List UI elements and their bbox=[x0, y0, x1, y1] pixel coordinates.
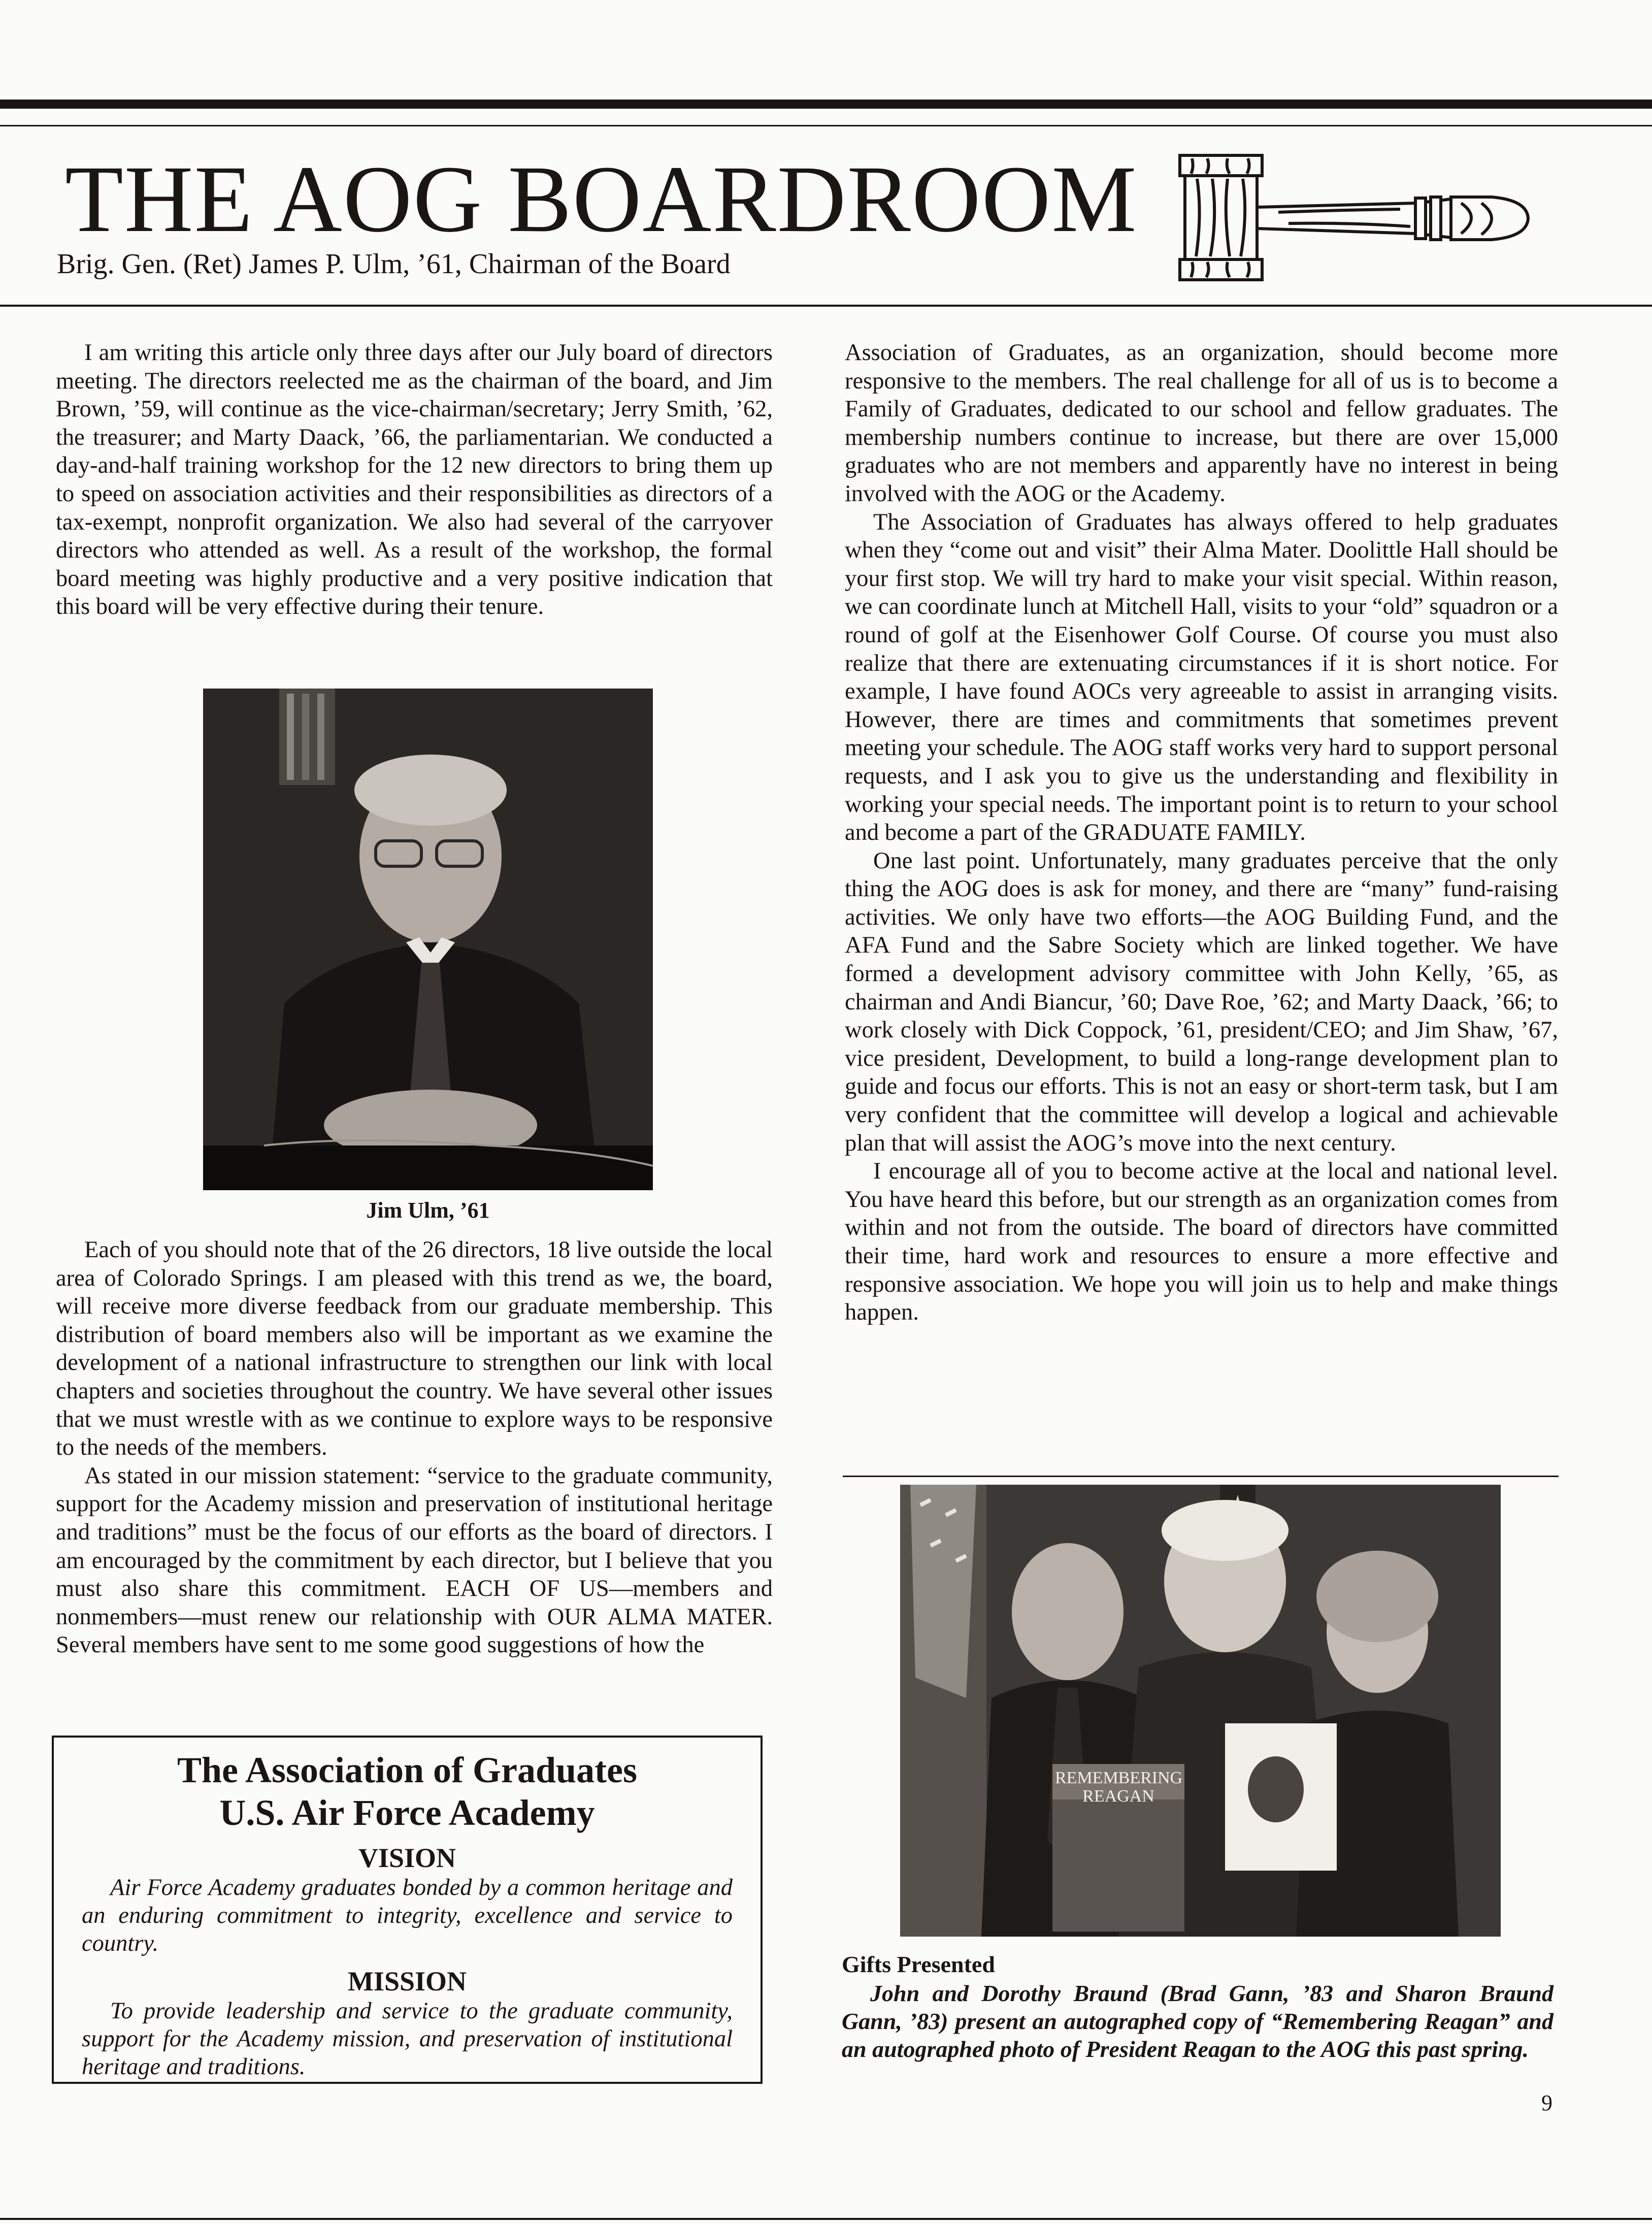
paragraph: Association of Graduates, as an organization, should become more responsive to the members. The real challenge for all of us is to become a Family of Graduates, dedicated to our school and fellow graduates. The membership numbers continue to increase, but there are over 15,000 graduates who are not members and apparently have no interest in being involved with the AOG or the Academy. bbox=[845, 340, 1558, 507]
paragraph: As stated in our mission statement: “service to the graduate community, support for the Academy mission and preservation of institutional heritage and traditions” must be the focus of our efforts as the board of directors. I am encouraged by the commitment by each director, but I believe that you must also share this commitment. EACH OF US—members and nonmembers—must renew our relationship with OUR ALMA MATER. Several members have sent to me some good suggestions of how the bbox=[56, 1462, 773, 1658]
vision-heading: VISION bbox=[358, 1843, 456, 1873]
right-column-divider bbox=[843, 1476, 1559, 1477]
mission-heading: MISSION bbox=[347, 1966, 467, 1997]
portrait-photo bbox=[203, 689, 653, 1190]
page-title: THE AOG BOARDROOM bbox=[65, 146, 1138, 252]
gavel-icon bbox=[1177, 152, 1532, 284]
book-cover-text: REMEMBERING REAGAN bbox=[1055, 1769, 1183, 1806]
page-number: 9 bbox=[1541, 2090, 1552, 2115]
paragraph: One last point. Unfortunately, many graduates perceive that the only thing the AOG does is ask for money, and there are “many” fund-raising activities. We only have two efforts—the AOG Building Fund, and the AFA Fund and the Sabre Society which are linked together. We have formed a development advisory committee with John Kelly, ’65, as chairman and Andi Biancur, ’60; Dave Roe, ’62; and Marty Daack, ’66; to work closely with Dick Coppock, ’61, president/CEO; and Jim Shaw, ’67, vice president, Development, to build a long-range development plan to guide and focus our efforts. This is not an easy or short-term task, but I am very confident that the committee will develop a logical and achievable plan that will assist the AOG’s move into the next century. bbox=[845, 847, 1558, 1156]
paragraph: I encourage all of you to become active at the local and national level. You have heard this before, but our strength as an organization comes from within and not from the outside. The board of directors have committed their time, hard work and resources to ensure a more effective and responsive association. We hope you will join us to help and make things happen. bbox=[845, 1158, 1558, 1326]
header-bottom-rule bbox=[0, 305, 1652, 307]
gifts-caption-text: John and Dorothy Braund (Brad Gann, ’83 and Sharon Braund Gann, ’83) present an autographed copy of “Remembering Reagan” and an autographed photo of President Reagan to the AOG this past spring. bbox=[842, 1980, 1554, 2062]
box-title-line1: The Association of Graduates bbox=[177, 1750, 638, 1790]
bottom-rule bbox=[0, 2218, 1652, 2220]
gifts-caption-title: Gifts Presented bbox=[842, 1951, 995, 1977]
mission-text: To provide leadership and service to the graduate community, support for the Academy mission, and preservation of institutional heritage and traditions. bbox=[82, 1998, 733, 2080]
portrait-caption: Jim Ulm, ’61 bbox=[366, 1198, 490, 1223]
left-column-continued bbox=[56, 1236, 773, 1659]
right-column bbox=[845, 339, 1558, 1327]
paragraph: I am writing this article only three days after our July board of directors meeting. The directors reelected me as the chairman of the board, and Jim Brown, ’59, will continue as the vice-chairman/secretary; Jerry Smith, ’62, the treasurer; and Marty Daack, ’66, the parliamentarian. We conducted a day-and-half training workshop for the 12 new directors to bring them up to speed on association activities and their responsibilities as directors of a tax-exempt, nonprofit organization. We also had several of the carryover directors who attended as well. As a result of the workshop, the formal board meeting was highly productive and a very positive indication that this board will be very effective during their tenure. bbox=[56, 340, 773, 620]
gifts-photo bbox=[900, 1485, 1501, 1937]
box-title-line2: U.S. Air Force Academy bbox=[219, 1792, 595, 1833]
left-column-intro bbox=[56, 339, 773, 621]
byline: Brig. Gen. (Ret) James P. Ulm, ’61, Chairman of the Board bbox=[57, 248, 731, 280]
top-rule-thick bbox=[0, 100, 1652, 109]
paragraph: Each of you should note that of the 26 directors, 18 live outside the local area of Colorado Springs. I am pleased with this trend as we, the board, will receive more diverse feedback from our graduate membership. This distribution of board members also will be important as we examine the development of a national infrastructure to strengthen our link with local chapters and societies throughout the country. We have several other issues that we must wrestle with as we continue to explore ways to be responsive to the needs of the members. bbox=[56, 1237, 773, 1461]
top-rule-thin bbox=[0, 125, 1652, 126]
vision-mission-box bbox=[52, 1736, 763, 2084]
vision-text: Air Force Academy graduates bonded by a common heritage and an enduring commitment to integrity, excellence and service to country. bbox=[82, 1875, 733, 1956]
paragraph: The Association of Graduates has always offered to help graduates when they “come out and visit” their Alma Mater. Doolittle Hall should be your first stop. We will try hard to make your visit special. Within reason, we can coordinate lunch at Mitchell Hall, visits to your “old” squadron or a round of golf at the Eisenhower Golf Course. Of course you must also realize that there are extenuating circumstances if it is short notice. For example, I have found AOCs very agreeable to assist in arranging visits. However, there are times and commitments that sometimes prevent meeting your schedule. The AOG staff works very hard to support personal requests, and I ask you to give us the understanding and flexibility in working your special needs. The important point is to return to your school and become a part of the GRADUATE FAMILY. bbox=[845, 509, 1558, 846]
